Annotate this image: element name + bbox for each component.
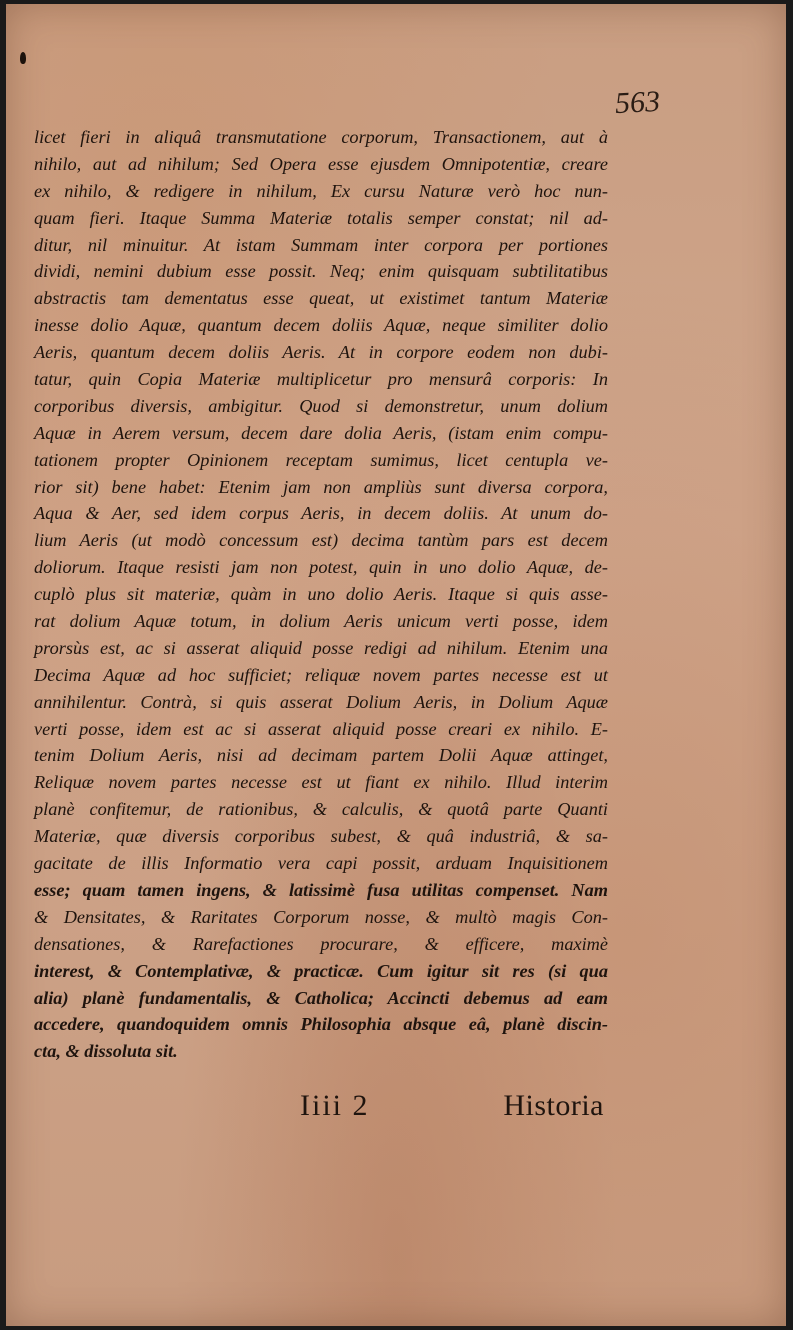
page-footer <box>34 1089 604 1129</box>
text-line: Aquæ in Aerem versum, decem dare dolia Aeris, (istam enim compu- <box>34 422 608 443</box>
text-line: planè confitemur, de rationibus, & calculis, & quotâ parte Quanti <box>34 799 608 820</box>
text-line: lium Aeris (ut modò concessum est) decima tantùm pars est decem <box>34 530 608 551</box>
ink-blot <box>20 52 26 64</box>
text-line: tenim Dolium Aeris, nisi ad decimam partem Dolii Aquæ attinget, <box>34 745 608 766</box>
catchword: Historia <box>503 1089 604 1122</box>
text-line: verti posse, idem est ac si asserat aliquid posse creari ex nihilo. E- <box>34 718 608 739</box>
text-line: dividi, nemini dubium esse possit. Neq; enim quisquam subtilitatibus <box>34 261 608 282</box>
text-line: accedere, quandoquidem omnis Philosophia absque eâ, planè discin- <box>34 1014 608 1035</box>
text-line: tationem propter Opinionem receptam sumimus, licet centupla ve- <box>34 449 608 470</box>
text-line: ex nihilo, & redigere in nihilum, Ex cursu Naturæ verò hoc nun- <box>34 180 608 201</box>
text-line: Aqua & Aer, sed idem corpus Aeris, in decem doliis. At unum do- <box>34 503 608 524</box>
book-page <box>6 4 786 1326</box>
text-line: gacitate de illis Informatio vera capi possit, arduam Inquisitionem <box>34 853 608 874</box>
text-line: esse; quam tamen ingens, & latissimè fusa utilitas compenset. Nam <box>34 879 608 900</box>
signature-mark: Iiii 2 <box>300 1089 370 1122</box>
text-line: licet fieri in aliquâ transmutatione corporum, Transactionem, aut à <box>34 127 608 147</box>
text-line: corporibus diversis, ambigitur. Quod si demonstretur, unum dolium <box>34 395 608 416</box>
text-line: Materiæ, quæ diversis corporibus subest, & quâ industriâ, & sa- <box>34 826 608 847</box>
text-line: densationes, & Rarefactiones procurare, & efficere, maximè <box>34 933 608 954</box>
text-line: annihilentur. Contrà, si quis asserat Dolium Aeris, in Dolium Aquæ <box>34 691 608 712</box>
text-line: tatur, quin Copia Materiæ multiplicetur pro mensurâ corporis: In <box>34 369 608 390</box>
text-line: Decima Aquæ ad hoc sufficiet; reliquæ novem partes necesse est ut <box>34 664 608 685</box>
text-line: cuplò plus sit materiæ, quàm in uno dolio Aeris. Itaque si quis asse- <box>34 584 608 605</box>
text-line: doliorum. Itaque resisti jam non potest, quin in uno dolio Aquæ, de- <box>34 557 608 578</box>
text-line: inesse dolio Aquæ, quantum decem doliis Aquæ, neque similiter dolio <box>34 315 608 336</box>
text-line: nihilo, aut ad nihilum; Sed Opera esse ejusdem Omnipotentiæ, creare <box>34 153 608 174</box>
text-line: rat dolium Aquæ totum, in dolium Aeris unicum verti posse, idem <box>34 611 608 632</box>
text-line: rior sit) bene habet: Etenim jam non ampliùs sunt diversa corpora, <box>34 476 608 497</box>
body-text <box>34 124 608 1065</box>
text-line: prorsùs est, ac si asserat aliquid posse redigi ad nihilum. Etenim una <box>34 637 608 658</box>
text-line: Reliquæ novem partes necesse est ut fiant ex nihilo. Illud interim <box>34 772 608 793</box>
text-line: alia) planè fundamentalis, & Catholica; Accincti debemus ad eam <box>34 987 608 1008</box>
text-line: abstractis tam dementatus esse queat, ut existimet tantum Materiæ <box>34 288 608 309</box>
text-line: cta, & dissoluta sit. <box>34 1041 178 1062</box>
text-line: Aeris, quantum decem doliis Aeris. At in corpore eodem non dubi- <box>34 342 608 363</box>
text-line: & Densitates, & Raritates Corporum nosse, & multò magis Con- <box>34 906 608 927</box>
page-number: 563 <box>614 84 661 121</box>
text-line: interest, & Contemplativæ, & practicæ. Cum igitur sit res (si qua <box>34 960 608 981</box>
text-line: quam fieri. Itaque Summa Materiæ totalis semper constat; nil ad- <box>34 207 608 228</box>
text-line: ditur, nil minuitur. At istam Summam inter corpora per portiones <box>34 234 608 255</box>
